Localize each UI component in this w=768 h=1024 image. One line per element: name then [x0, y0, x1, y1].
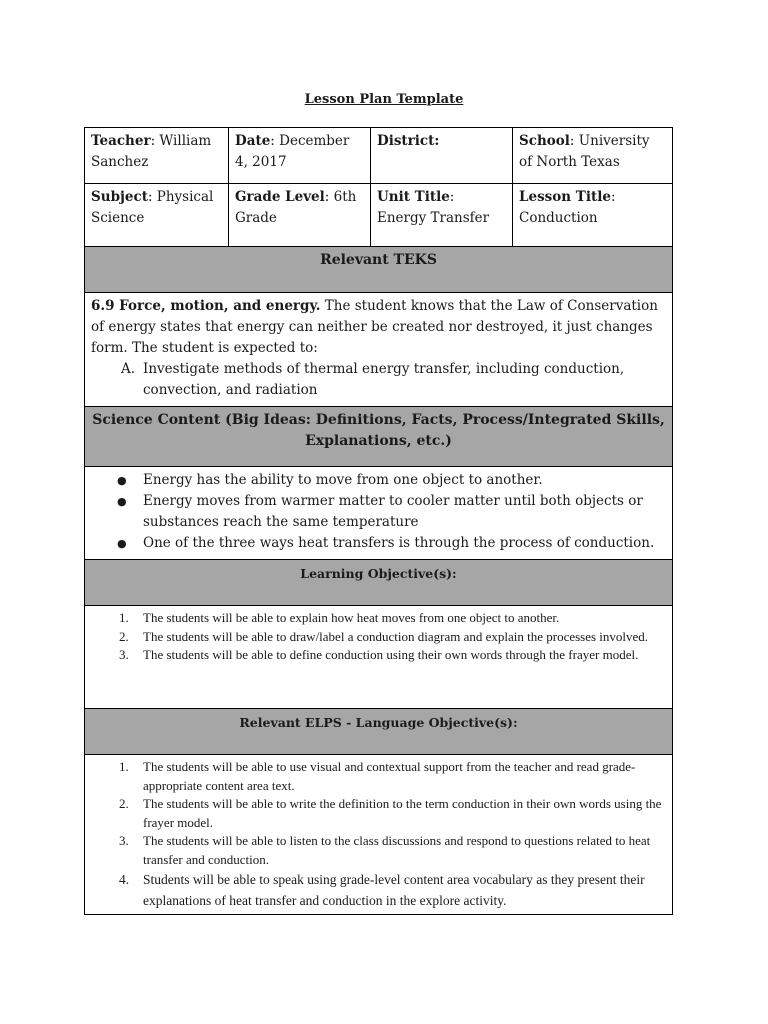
list-item [91, 832, 666, 869]
date-cell: Date: December 4, 2017 [229, 128, 371, 184]
grade-label: Grade Level [235, 189, 325, 205]
list-item-text: Energy moves from warmer matter to cooler matter until both objects or substances reach the same temperature [143, 493, 643, 530]
list-marker: 1. [119, 610, 129, 625]
date-label: Date [235, 133, 271, 149]
elps-body [85, 755, 673, 915]
date-value: December 4, 2017 [235, 133, 350, 170]
lesson-plan-table [84, 127, 673, 915]
science-content-body [85, 467, 673, 560]
teacher-cell: Teacher: William Sanchez [85, 128, 229, 184]
teks-heading-row [85, 247, 673, 293]
list-item [91, 795, 666, 832]
list-item [91, 869, 666, 911]
elps-heading-row [85, 709, 673, 755]
list-item [91, 470, 666, 491]
teks-text: The student knows that the Law of Conservation of energy states that energy can neither be created nor destroyed, it just changes form. The student is expected to: [91, 298, 658, 356]
school-cell: School: University of North Texas [513, 128, 673, 184]
teacher-label: Teacher [91, 133, 151, 149]
list-marker: 2. [119, 796, 129, 811]
unit-value: Energy Transfer [377, 210, 490, 226]
list-item-text: The students will be able to define conduction using their own words through the frayer model. [143, 647, 639, 662]
list-item [91, 609, 666, 628]
learning-objectives-heading-row [85, 560, 673, 606]
teacher-value: William Sanchez [91, 133, 212, 170]
science-content-body-row [85, 467, 673, 560]
bullet-icon: ● [117, 474, 127, 487]
list-item-text: The students will be able to listen to the class discussions and respond to questions related to heat transfer and conduction. [143, 833, 651, 867]
learning-objectives-body-row [85, 606, 673, 709]
info-row-1 [85, 128, 673, 184]
list-item-text: The students will be able to use visual and contextual support from the teacher and read grade-appropriate content area text. [143, 759, 636, 793]
district-label: District: [377, 133, 440, 149]
district-cell [371, 128, 513, 184]
school-value: University of North Texas [519, 133, 650, 170]
unit-label: Unit Title [377, 189, 450, 205]
list-marker: 2. [119, 628, 129, 644]
list-item [91, 491, 666, 533]
elps-heading: Relevant ELPS - Language Objective(s): [85, 709, 673, 755]
list-item [91, 533, 666, 554]
list-item-text: The students will be able to explain how heat moves from one object to another. [143, 610, 560, 625]
list-item-text: Energy has the ability to move from one object to another. [143, 472, 543, 488]
school-label: School [519, 133, 570, 149]
list-item [91, 359, 666, 401]
list-marker: 3. [119, 647, 129, 662]
elps-body-row [85, 755, 673, 915]
bullet-icon: ● [117, 495, 127, 508]
list-marker: 3. [119, 833, 129, 848]
lesson-cell: Lesson Title: Conduction [513, 184, 673, 247]
learning-objectives-heading: Learning Objective(s): [85, 560, 673, 606]
list-item-text: Investigate methods of thermal energy transfer, including conduction, convection, and radiation [143, 361, 625, 398]
teks-heading: Relevant TEKS [85, 247, 673, 293]
subject-label: Subject [91, 189, 148, 205]
teks-body [85, 293, 673, 407]
list-marker: A. [120, 361, 135, 377]
learning-objectives-body [85, 606, 673, 709]
lesson-value: Conduction [519, 210, 598, 226]
list-marker: 4. [119, 872, 130, 887]
teks-lead: 6.9 Force, motion, and energy. [91, 298, 321, 314]
science-content-list [91, 470, 666, 554]
list-item [91, 628, 666, 647]
unit-cell: Unit Title: Energy Transfer [371, 184, 513, 247]
elps-list [91, 758, 666, 911]
info-row-2 [85, 184, 673, 247]
list-item-text: The students will be able to write the definition to the term conduction in their own words using the frayer model. [143, 796, 662, 830]
grade-cell: Grade Level: 6th Grade [229, 184, 371, 247]
teks-body-row [85, 293, 673, 407]
list-marker: 1. [119, 759, 129, 774]
science-content-heading-row [85, 407, 673, 467]
lesson-label: Lesson Title [519, 189, 611, 205]
grade-value: 6th Grade [235, 189, 357, 226]
list-item-text: Students will be able to speak using grade-level content area vocabulary as they present their explanations of heat transfer and conduction in the explore activity. [143, 872, 645, 908]
list-item-text: One of the three ways heat transfers is through the process of conduction. [143, 535, 655, 551]
subject-value: Physical Science [91, 189, 214, 226]
teks-list [91, 359, 666, 401]
page-title: Lesson Plan Template [304, 92, 464, 107]
list-item [91, 758, 666, 795]
list-item-text: The students will be able to draw/label a conduction diagram and explain the processes involved. [143, 628, 649, 644]
subject-cell: Subject: Physical Science [85, 184, 229, 247]
science-content-heading: Science Content (Big Ideas: Definitions, Facts, Process/Integrated Skills, Explanations, etc.) [85, 407, 673, 467]
list-item [91, 646, 666, 665]
learning-objectives-list [91, 609, 666, 665]
bullet-icon: ● [117, 537, 127, 550]
